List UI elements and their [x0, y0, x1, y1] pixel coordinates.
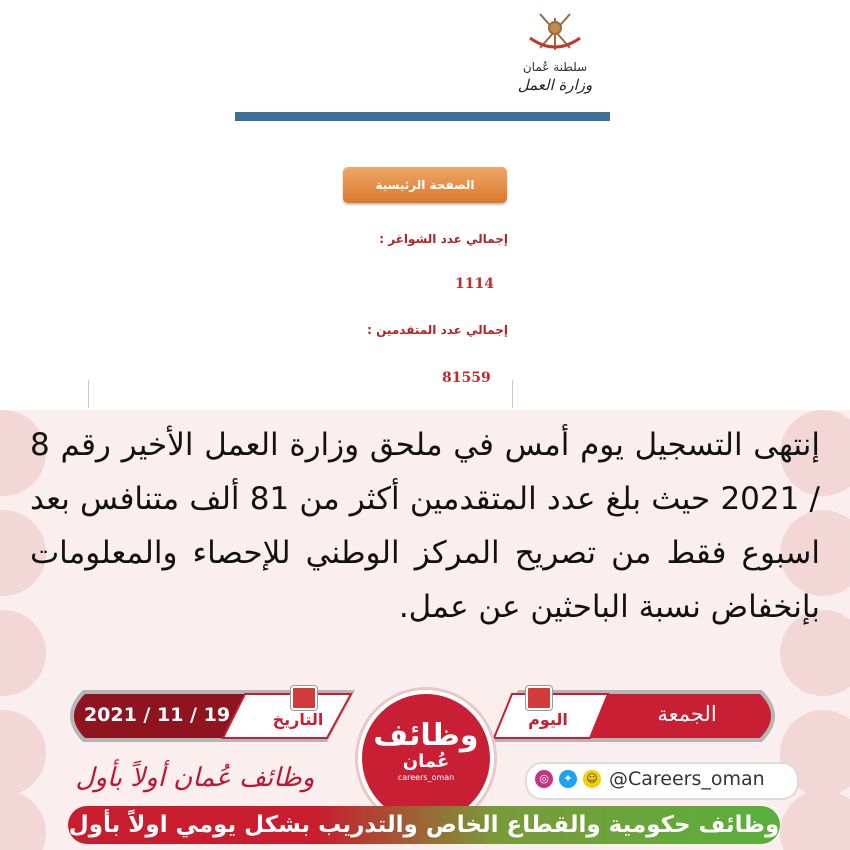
calendar-icon [526, 686, 552, 710]
vacancies-label: إجمالي عدد الشواغر : [379, 232, 508, 246]
home-button[interactable]: الصفحة الرئيسية [343, 167, 507, 203]
date-value: 2021 / 11 / 19 [83, 704, 231, 726]
date-label: التاريخ [272, 710, 324, 729]
ministry-emblem-logo [500, 8, 610, 100]
twitter-icon[interactable]: ✦ [559, 770, 577, 788]
snapchat-icon[interactable]: ☺ [583, 770, 601, 788]
news-paragraph: إنتهى التسجيل يوم أمس في ملحق وزارة العمل الأخير رقم 8 / 2021 حيث بلغ عدد المتقدمين أكثر من 81 ألف متنافس بعد اسبوع فقط من تصريح المركز الوطني للإحصاء والمعلومات بإنخفاض نسبة الباحثين عن عمل. [30, 427, 820, 625]
watermark-logo [0, 710, 46, 796]
ministry-name-line1: سلطنة عُمان [522, 60, 588, 74]
applicants-value: 81559 [442, 370, 491, 386]
instagram-icon[interactable]: ◎ [535, 770, 553, 788]
slogan-script: وظائف عُمان أولاً بأول [75, 763, 315, 793]
brand-handle-small: careers_oman [397, 773, 455, 782]
calendar-icon [291, 686, 317, 710]
panel-border-right [512, 380, 513, 408]
bottom-banner: وظائف حكومية والقطاع الخاص والتدريب بشكل يومي اولاً بأول [68, 806, 780, 844]
header-divider [235, 112, 610, 121]
day-value: الجمعة [657, 702, 717, 726]
panel-border-left [88, 380, 89, 408]
vacancies-value: 1114 [455, 276, 494, 292]
social-handle-bar[interactable] [525, 762, 799, 800]
watermark-logo [0, 790, 46, 850]
brand-name-top: وظائف [373, 718, 479, 753]
applicants-label: إجمالي عدد المتقدمين : [367, 323, 508, 337]
portal-screenshot-panel [85, 0, 515, 410]
watermark-logo [780, 790, 850, 850]
day-label: اليوم [528, 710, 568, 729]
ministry-name-line2: وزارة العمل [517, 76, 593, 94]
social-handle-text: @Careers_oman [609, 768, 765, 790]
brand-name-bottom: عُمان [402, 751, 450, 772]
